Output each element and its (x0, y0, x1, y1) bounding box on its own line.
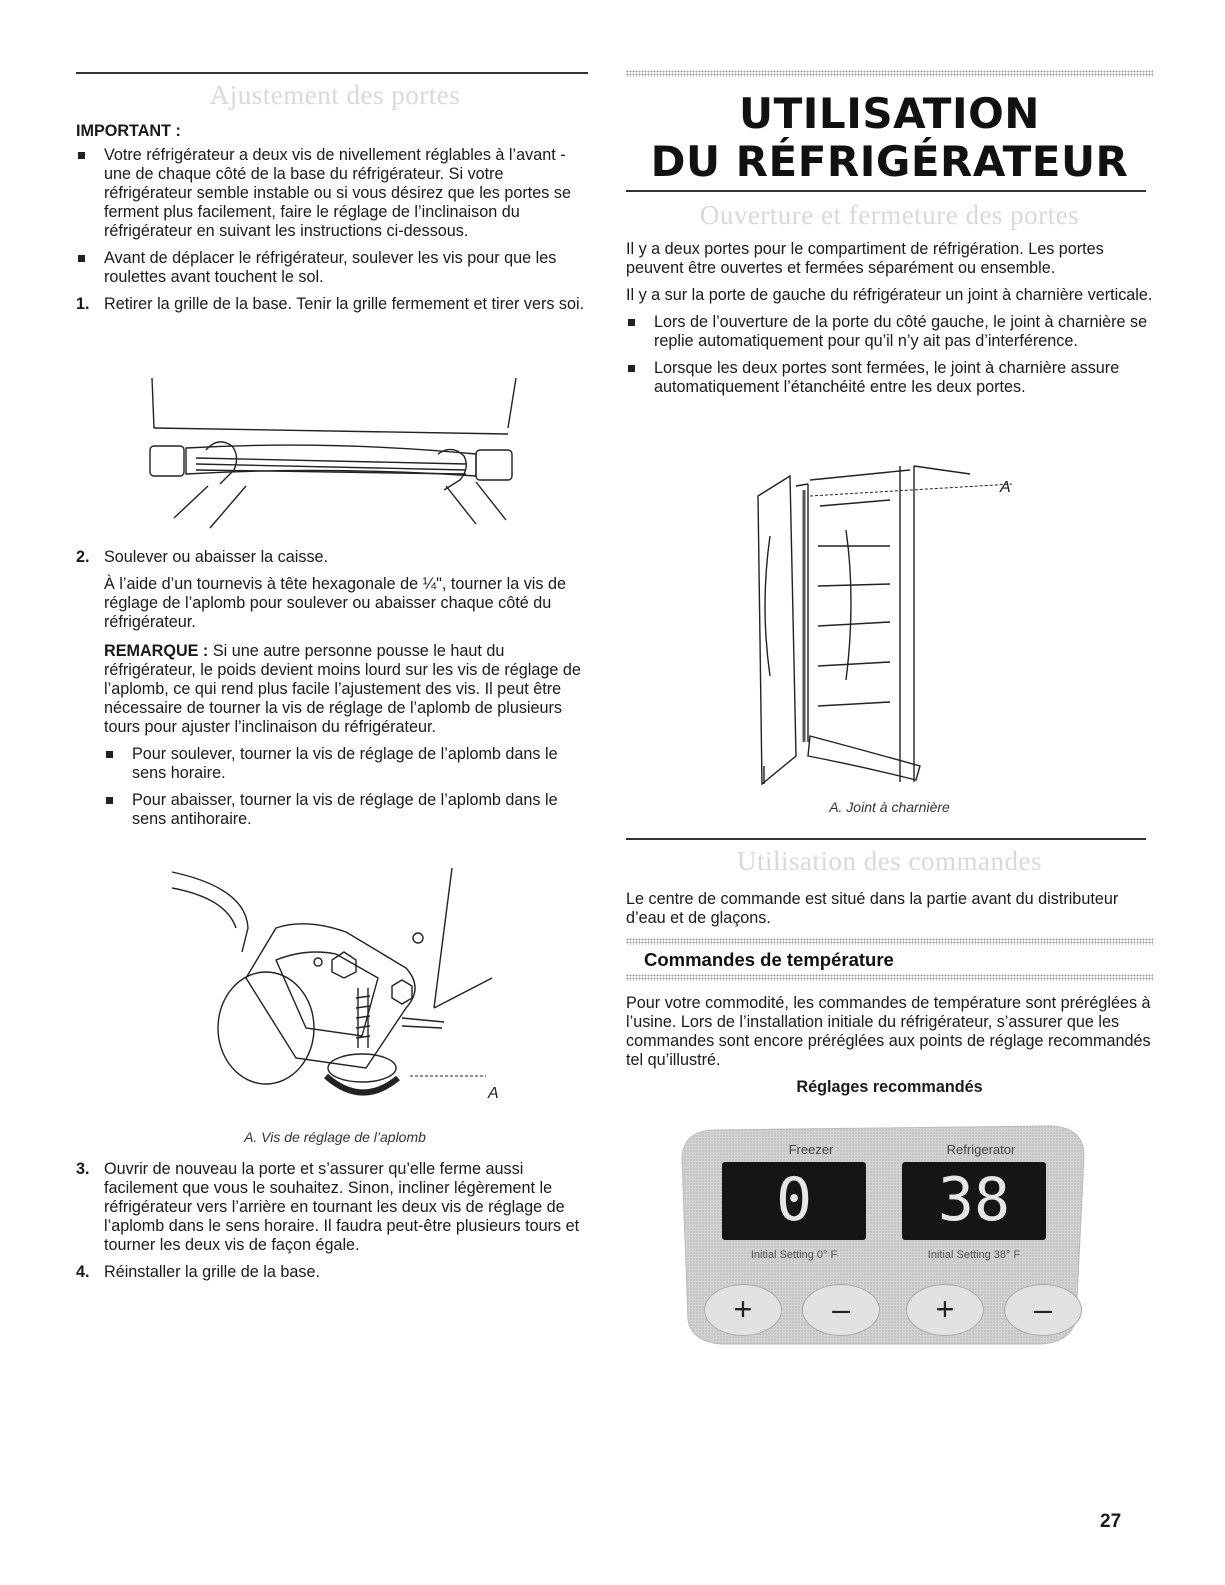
step-3 (76, 1160, 594, 1255)
recommended-settings-title: Réglages recommandés (796, 1078, 983, 1096)
doors-bullet-2: Lorsque les deux portes sont fermées, le joint à charnière assure automatiquement l’étanchéité entre les deux portes. (626, 359, 1153, 397)
chapter-title (626, 90, 1153, 186)
refrigerator-initial-setting: Initial Setting 38° F (927, 1249, 1021, 1261)
refrigerator-plus-button[interactable]: + (906, 1284, 984, 1336)
chapter-title-line-1: UTILISATION (739, 89, 1040, 138)
freezer-initial-setting: Initial Setting 0° F (750, 1249, 838, 1261)
step-1 (76, 295, 594, 314)
refrigerator-hinge-illustration (750, 466, 1050, 792)
screw-label-a: A (488, 1085, 499, 1102)
note-text: Si une autre personne pousse le haut du réfrigérateur, le poids devient moins lourd sur les vis de réglage de l’aplomb, ce qui rend plus facile l’ajustement des vis. Il peut être nécessaire de tourner la vis de réglage de l’aplomb de plusieurs tours pour ajuster l’inclinaison du réfrigérateur. (104, 642, 581, 736)
controls-paragraph: Le centre de commande est situé dans la partie avant du distributeur d’eau et de glaçons. (626, 890, 1119, 927)
important-label: IMPORTANT : (76, 122, 181, 140)
step-1-text: Retirer la grille de la base. Tenir la grille fermement et tirer vers soi. (104, 295, 585, 313)
doors-text-block (626, 240, 1153, 397)
step-2-block (76, 548, 594, 829)
step-2 (76, 548, 594, 567)
screw-caption: A. Vis de réglage de l’aplomb (244, 1129, 426, 1145)
top-dotted-rule (626, 70, 1153, 77)
freezer-label: Freezer (788, 1142, 834, 1157)
refrigerator-display (902, 1162, 1046, 1240)
subsection-rule-top (626, 938, 1153, 945)
chapter-title-line-2: DU RÉFRIGÉRATEUR (650, 137, 1129, 186)
rule-before-controls (626, 838, 1146, 840)
step-4-text: Réinstaller la grille de la base. (104, 1263, 320, 1281)
subsection-rule-bottom (626, 974, 1153, 981)
doors-paragraph-1: Il y a deux portes pour le compartiment de réfrigération. Les portes peuvent être ouvertes et fermées séparément ou ensemble. (626, 240, 1104, 277)
step-2-detail: À l’aide d’un tournevis à tête hexagonale de ¼", tourner la vis de réglage de l’aplomb pour soulever ou abaisser chaque côté du réfrigérateur. (104, 575, 566, 631)
important-block (76, 122, 594, 314)
leveling-screw-illustration (166, 868, 586, 1108)
freezer-display (722, 1162, 866, 1240)
freezer-plus-button[interactable]: + (704, 1284, 782, 1336)
step-4-number: 4. (76, 1263, 90, 1281)
freezer-minus-button[interactable]: – (802, 1284, 880, 1336)
refrigerator-label: Refrigerator (946, 1142, 1016, 1157)
important-bullet-1: Votre réfrigérateur a deux vis de nivellement réglables à l’avant - une de chaque côté de la base du réfrigérateur. Si votre réfrigérateur semble instable ou si vous désirez que les portes se ferment plus facilement, faire le réglage de l’inclinaison du réfrigérateur en suivant les instructions ci-dessous. (76, 146, 594, 241)
step-2-text: Soulever ou abaisser la caisse. (104, 548, 329, 566)
section-title-controls: Utilisation des commandes (737, 846, 1042, 876)
step-4 (76, 1263, 594, 1282)
sub-bullet-1: Pour soulever, tourner la vis de réglage de l’aplomb dans le sens horaire. (104, 745, 594, 783)
step-3-text: Ouvrir de nouveau la porte et s’assurer qu’elle ferme aussi facilement que vous le souhaitez. Sinon, incliner légèrement le réfrigérateur vers l’arrière en tournant les deux vis de réglage de l’aplomb dans le sens horaire. Il faudra peut-être plusieurs tours et tourner les deux vis de façon égale. (104, 1160, 580, 1254)
steps-3-4-block (76, 1160, 594, 1282)
base-grille-illustration (146, 378, 596, 538)
doors-paragraph-2: Il y a sur la porte de gauche du réfrigérateur un joint à charnière verticale. (626, 286, 1153, 304)
section-title-door-adjustment: Ajustement des portes (209, 80, 461, 110)
top-rule (76, 72, 588, 74)
note-label: REMARQUE : (104, 642, 209, 660)
refrigerator-minus-button[interactable]: – (1004, 1284, 1082, 1336)
refrigerator-value: 38 (937, 1165, 1011, 1235)
subsection-title-temperature: Commandes de température (644, 949, 894, 970)
hinge-label-a: A (1000, 479, 1011, 496)
page-number: 27 (1100, 1511, 1122, 1532)
hinge-caption: A. Joint à charnière (829, 799, 950, 815)
step-3-number: 3. (76, 1160, 90, 1178)
section-title-doors: Ouverture et fermeture des portes (699, 200, 1080, 230)
doors-bullet-1: Lors de l’ouverture de la porte du côté gauche, le joint à charnière se replie automatiquement pour qu’il n’y ait pas d’interférence. (626, 313, 1153, 351)
temperature-paragraph: Pour votre commodité, les commandes de température sont préréglées à l’usine. Lors de l’installation initiale du réfrigérateur, s’assurer que les commandes sont encore préréglées aux points de réglage recommandés tel qu’illustré. (626, 994, 1151, 1069)
sub-bullet-2: Pour abaisser, tourner la vis de réglage de l’aplomb dans le sens antihoraire. (104, 791, 594, 829)
freezer-value: 0 (775, 1165, 813, 1235)
note-paragraph (76, 642, 594, 737)
important-bullet-2: Avant de déplacer le réfrigérateur, soulever les vis pour que les roulettes avant touchent le sol. (76, 249, 594, 287)
step-2-number: 2. (76, 548, 90, 566)
rule-after-title (626, 190, 1146, 192)
step-1-number: 1. (76, 295, 90, 313)
